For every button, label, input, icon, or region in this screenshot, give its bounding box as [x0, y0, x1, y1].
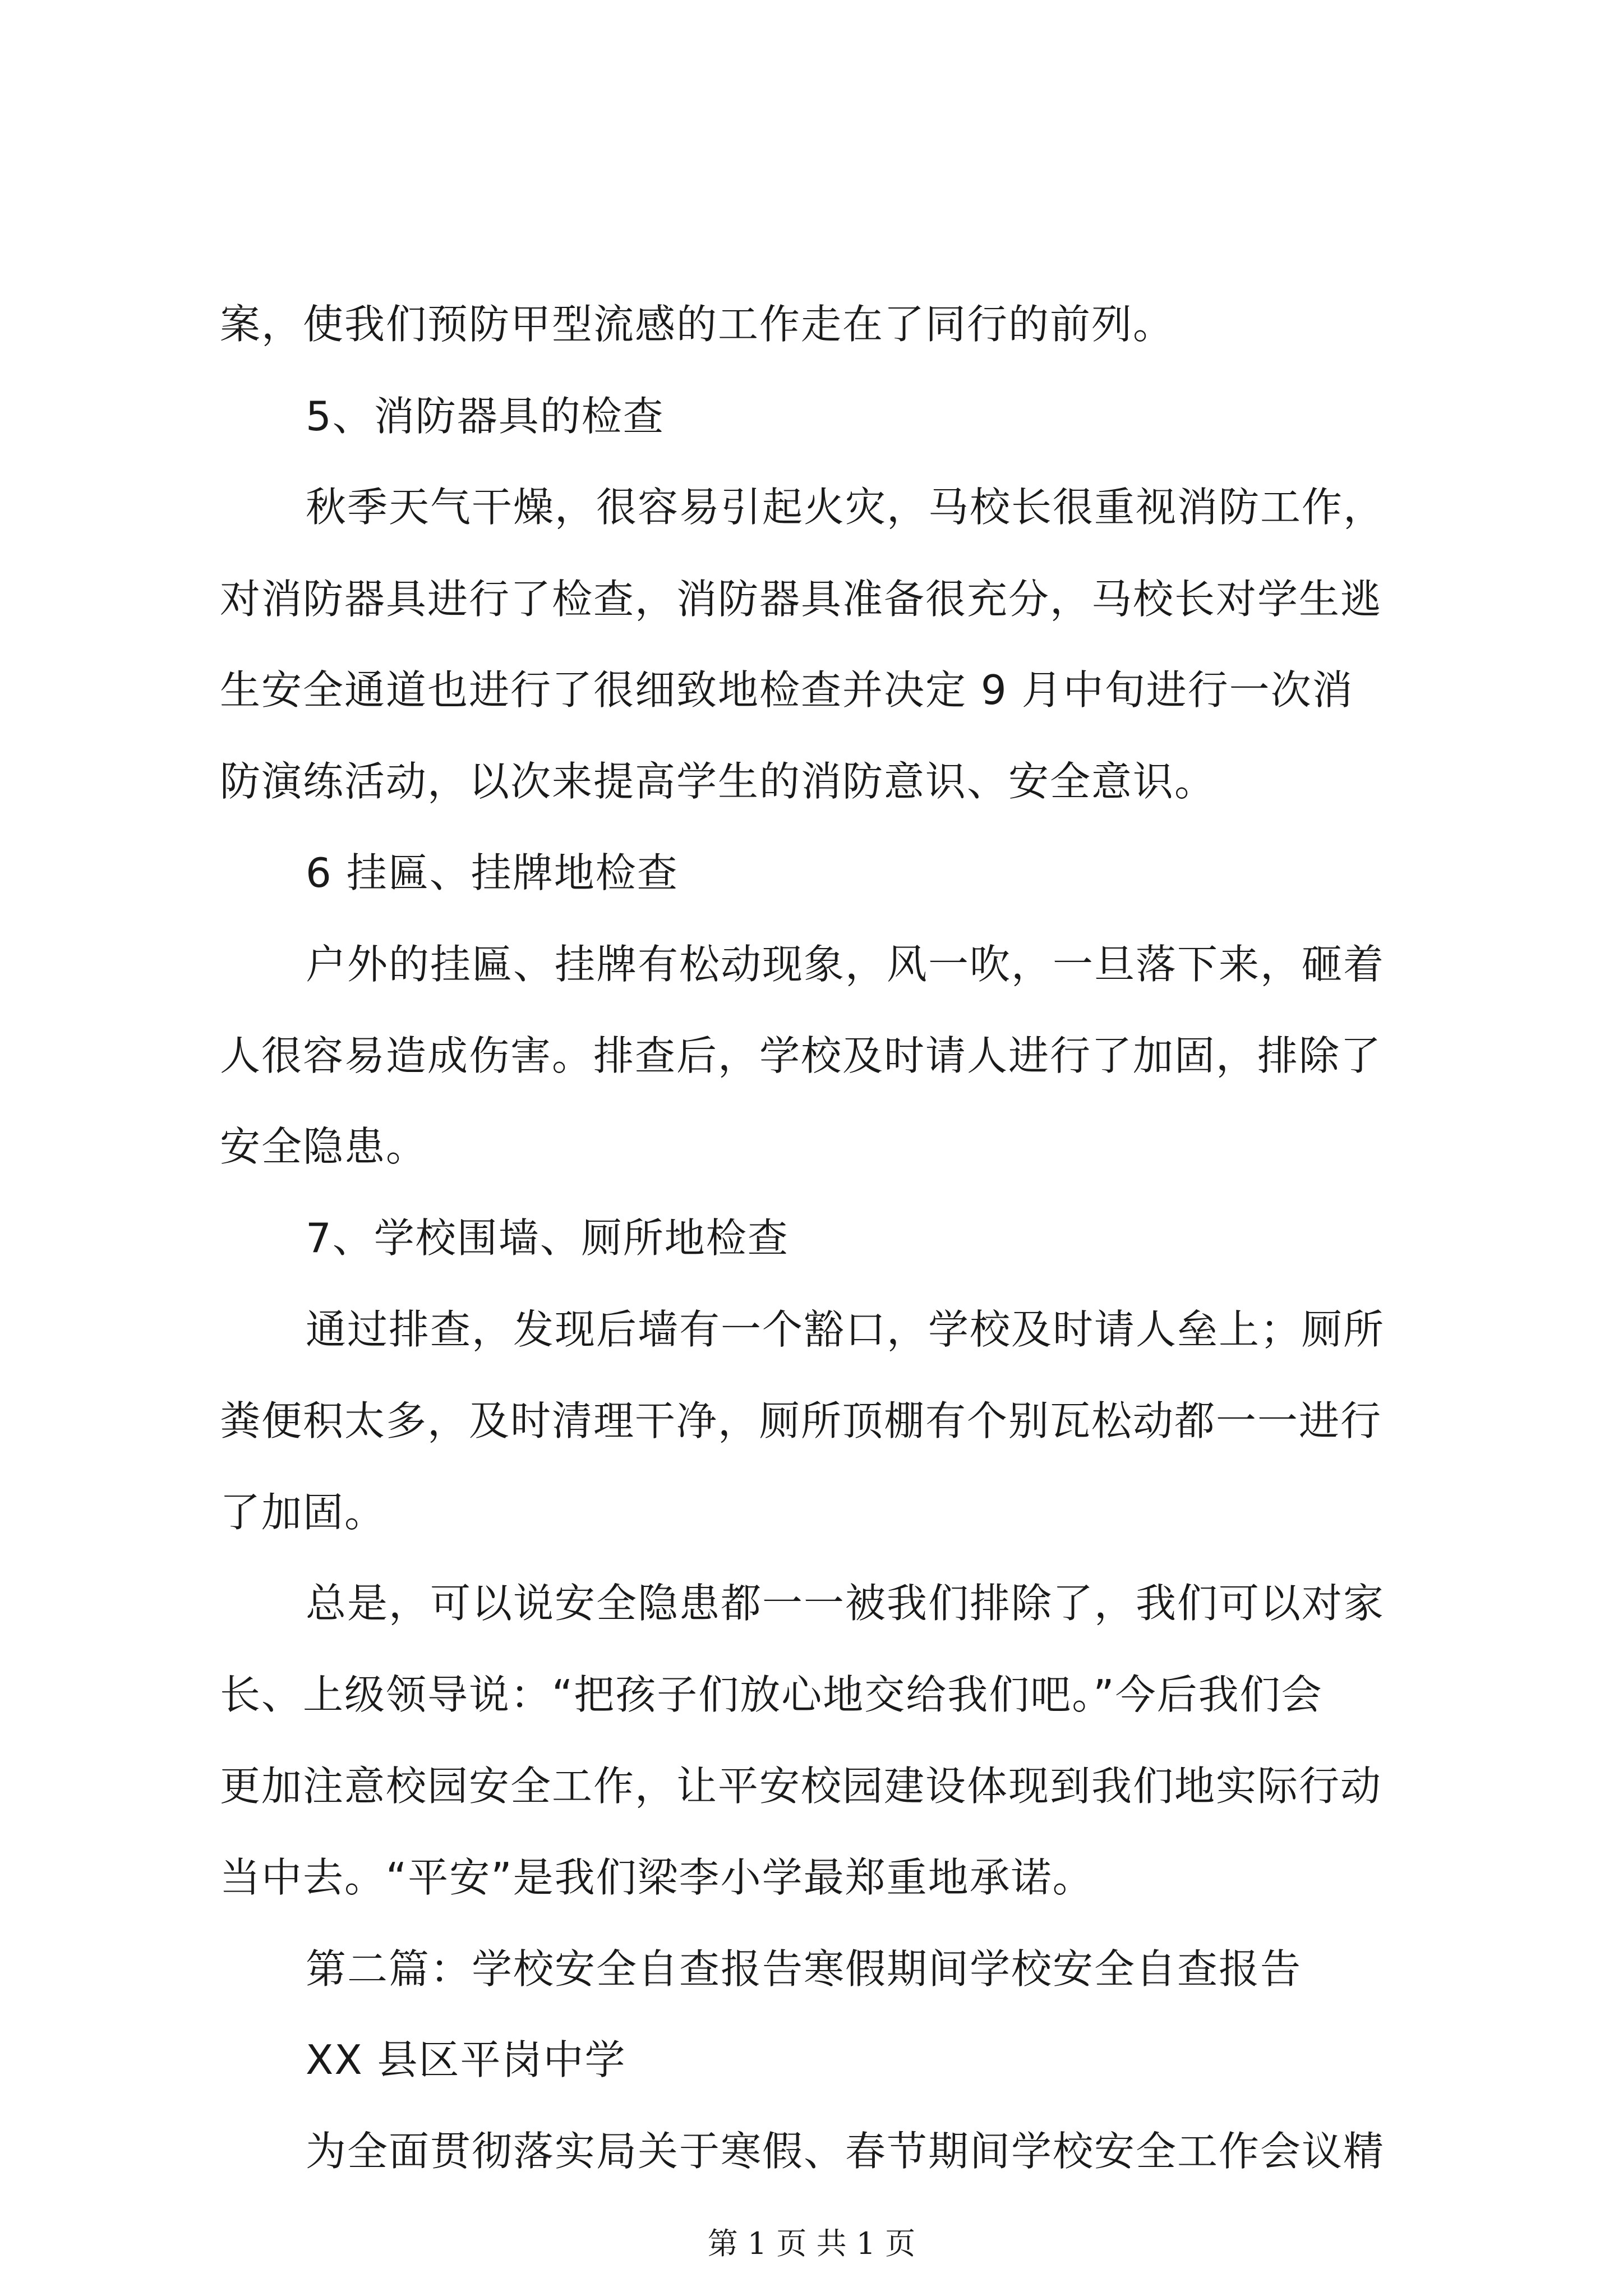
paragraph-line: 案，使我们预防甲型流感的工作走在了同行的前列。: [220, 301, 1175, 348]
chapter-heading: 第二篇：学校安全自查报告寒假期间学校安全自查报告: [306, 1945, 1302, 1993]
paragraph-line: 了加固。: [220, 1489, 386, 1536]
paragraph-line: 户外的挂匾、挂牌有松动现象，风一吹，一旦落下来，砸着: [306, 941, 1385, 988]
school-name: XX 县区平岗中学: [306, 2036, 626, 2083]
paragraph-line: 总是，可以说安全隐患都一一被我们排除了，我们可以对家: [306, 1580, 1385, 1627]
paragraph-line: 为全面贯彻落实局关于寒假、春节期间学校安全工作会议精: [306, 2128, 1385, 2175]
paragraph-line: 当中去。“平安”是我们梁李小学最郑重地承诺。: [220, 1854, 1094, 1901]
paragraph-line: 对消防器具进行了检查，消防器具准备很充分，马校长对学生逃: [220, 576, 1382, 623]
section-heading: 7、学校围墙、厕所地检查: [306, 1214, 789, 1262]
paragraph-line: 更加注意校园安全工作，让平安校园建设体现到我们地实际行动: [220, 1763, 1382, 1810]
paragraph-line: 人很容易造成伤害。排查后，学校及时请人进行了加固，排除了: [220, 1032, 1382, 1079]
paragraph-line: 防演练活动，以次来提高学生的消防意识、安全意识。: [220, 758, 1216, 805]
section-heading: 6 挂匾、挂牌地检查: [306, 849, 679, 896]
paragraph-line: 秋季天气干燥，很容易引起火灾，马校长很重视消防工作，: [306, 484, 1385, 531]
paragraph-line: 粪便积太多，及时清理干净，厕所顶棚有个别瓦松动都一一进行: [220, 1397, 1382, 1444]
paragraph-line: 安全隐患。: [220, 1123, 428, 1170]
paragraph-line: 通过排查，发现后墙有一个豁口，学校及时请人垒上；厕所: [306, 1306, 1385, 1353]
paragraph-line: 生安全通道也进行了很细致地检查并决定 9 月中旬进行一次消: [220, 666, 1354, 714]
section-heading: 5、消防器具的检查: [306, 393, 665, 440]
page-footer: 第 1 页 共 1 页: [707, 2226, 916, 2261]
paragraph-line: 长、上级领导说：“把孩子们放心地交给我们吧。”今后我们会: [220, 1671, 1323, 1718]
